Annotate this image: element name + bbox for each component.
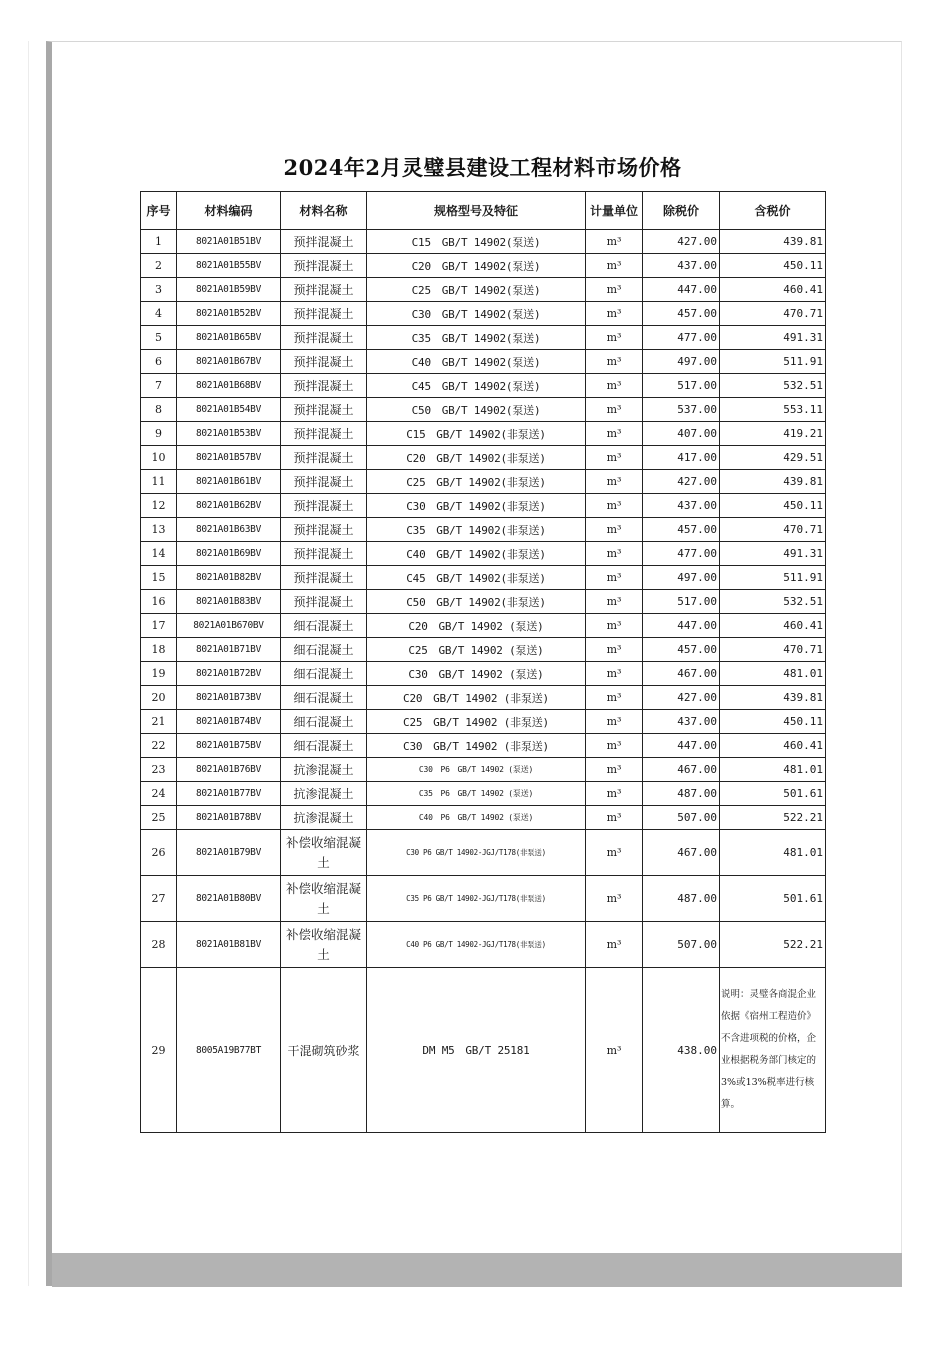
spec-model: C20 GB/T 14902(泵送) <box>367 254 586 278</box>
material-code: 8021A01B670BV <box>177 614 281 638</box>
material-code: 8005A19B77BT <box>177 968 281 1133</box>
price-in-tax: 481.01 <box>720 758 826 782</box>
price-ex-tax: 447.00 <box>643 734 720 758</box>
price-in-tax: 522.21 <box>720 922 826 968</box>
unit: m³ <box>586 662 643 686</box>
spec-model: C15 GB/T 14902(泵送) <box>367 230 586 254</box>
price-ex-tax: 427.00 <box>643 686 720 710</box>
price-in-tax: 511.91 <box>720 566 826 590</box>
material-name: 补偿收缩混凝土 <box>281 922 367 968</box>
unit: m³ <box>586 518 643 542</box>
unit: m³ <box>586 230 643 254</box>
row-no: 3 <box>141 278 177 302</box>
spec-model: C45 GB/T 14902(非泵送) <box>367 566 586 590</box>
col-header-unit: 计量单位 <box>586 192 643 230</box>
material-name: 细石混凝土 <box>281 734 367 758</box>
price-ex-tax: 477.00 <box>643 542 720 566</box>
material-code: 8021A01B78BV <box>177 806 281 830</box>
table-header-row <box>141 192 826 230</box>
unit: m³ <box>586 638 643 662</box>
table-row <box>141 542 826 566</box>
unit: m³ <box>586 326 643 350</box>
material-name: 干混砌筑砂浆 <box>281 968 367 1133</box>
row-no: 18 <box>141 638 177 662</box>
price-ex-tax: 467.00 <box>643 662 720 686</box>
unit: m³ <box>586 470 643 494</box>
spec-model: C40 GB/T 14902(非泵送) <box>367 542 586 566</box>
price-in-tax: 460.41 <box>720 734 826 758</box>
row-no: 26 <box>141 830 177 876</box>
material-code: 8021A01B75BV <box>177 734 281 758</box>
price-in-tax: 450.11 <box>720 710 826 734</box>
price-ex-tax: 407.00 <box>643 422 720 446</box>
table-row <box>141 662 826 686</box>
material-code: 8021A01B59BV <box>177 278 281 302</box>
row-no: 23 <box>141 758 177 782</box>
unit: m³ <box>586 590 643 614</box>
spec-model: C30 GB/T 14902(非泵送) <box>367 494 586 518</box>
price-ex-tax: 437.00 <box>643 254 720 278</box>
spec-model: C30 GB/T 14902 (泵送) <box>367 662 586 686</box>
table-row <box>141 350 826 374</box>
price-in-tax: 491.31 <box>720 326 826 350</box>
price-in-tax: 501.61 <box>720 876 826 922</box>
price-in-tax: 439.81 <box>720 686 826 710</box>
table-row <box>141 734 826 758</box>
col-header-price-ex-tax: 除税价 <box>643 192 720 230</box>
spec-model: C35 GB/T 14902(非泵送) <box>367 518 586 542</box>
material-code: 8021A01B62BV <box>177 494 281 518</box>
unit: m³ <box>586 968 643 1133</box>
material-code: 8021A01B65BV <box>177 326 281 350</box>
spec-model: C35 GB/T 14902(泵送) <box>367 326 586 350</box>
unit: m³ <box>586 422 643 446</box>
price-ex-tax: 417.00 <box>643 446 720 470</box>
material-code: 8021A01B83BV <box>177 590 281 614</box>
price-in-tax: 501.61 <box>720 782 826 806</box>
unit: m³ <box>586 734 643 758</box>
price-ex-tax: 447.00 <box>643 278 720 302</box>
material-code: 8021A01B71BV <box>177 638 281 662</box>
table-row <box>141 302 826 326</box>
row-no: 7 <box>141 374 177 398</box>
material-name: 预拌混凝土 <box>281 494 367 518</box>
price-ex-tax: 457.00 <box>643 302 720 326</box>
price-ex-tax: 517.00 <box>643 590 720 614</box>
col-header-no: 序号 <box>141 192 177 230</box>
spec-model: C25 GB/T 14902 (泵送) <box>367 638 586 662</box>
unit: m³ <box>586 494 643 518</box>
row-no: 16 <box>141 590 177 614</box>
page-shadow-edge <box>28 41 29 1286</box>
table-row <box>141 710 826 734</box>
row-no: 19 <box>141 662 177 686</box>
unit: m³ <box>586 278 643 302</box>
spec-model: C30 P6 GB/T 14902 (泵送) <box>367 758 586 782</box>
table-row <box>141 326 826 350</box>
material-name: 抗渗混凝土 <box>281 782 367 806</box>
page-title: 2024年2月灵璧县建设工程材料市场价格 <box>283 155 682 180</box>
price-in-tax: 532.51 <box>720 374 826 398</box>
material-code: 8021A01B80BV <box>177 876 281 922</box>
unit: m³ <box>586 830 643 876</box>
price-in-tax: 522.21 <box>720 806 826 830</box>
spec-model: C40 P6 GB/T 14902 (泵送) <box>367 806 586 830</box>
price-in-tax: 419.21 <box>720 422 826 446</box>
spec-model: C20 GB/T 14902 (泵送) <box>367 614 586 638</box>
spec-model: C40 P6 GB/T 14902-JGJ/T178(非泵送) <box>367 922 586 968</box>
table-row <box>141 922 826 968</box>
spec-model: C20 GB/T 14902(非泵送) <box>367 446 586 470</box>
spec-model: C30 P6 GB/T 14902-JGJ/T178(非泵送) <box>367 830 586 876</box>
material-name: 预拌混凝土 <box>281 374 367 398</box>
table-row <box>141 230 826 254</box>
spec-model: C15 GB/T 14902(非泵送) <box>367 422 586 446</box>
material-name: 细石混凝土 <box>281 614 367 638</box>
material-name: 预拌混凝土 <box>281 302 367 326</box>
price-in-tax: 429.51 <box>720 446 826 470</box>
unit: m³ <box>586 758 643 782</box>
material-name: 预拌混凝土 <box>281 566 367 590</box>
price-ex-tax: 537.00 <box>643 398 720 422</box>
spec-model: C25 GB/T 14902 (非泵送) <box>367 710 586 734</box>
unit: m³ <box>586 446 643 470</box>
table-body <box>141 230 826 1133</box>
table-row <box>141 830 826 876</box>
material-name: 补偿收缩混凝土 <box>281 876 367 922</box>
col-header-name: 材料名称 <box>281 192 367 230</box>
row-no: 17 <box>141 614 177 638</box>
table-row <box>141 470 826 494</box>
tax-note: 说明：灵璧各商混企业依据《宿州工程造价》不含进项税的价格，企业根据税务部门核定的3%或13%税率进行核算。 <box>720 968 826 1133</box>
price-ex-tax: 477.00 <box>643 326 720 350</box>
material-name: 预拌混凝土 <box>281 326 367 350</box>
material-name: 预拌混凝土 <box>281 278 367 302</box>
row-no: 9 <box>141 422 177 446</box>
material-name: 补偿收缩混凝土 <box>281 830 367 876</box>
material-name: 预拌混凝土 <box>281 518 367 542</box>
material-code: 8021A01B52BV <box>177 302 281 326</box>
price-in-tax: 450.11 <box>720 254 826 278</box>
material-code: 8021A01B53BV <box>177 422 281 446</box>
material-code: 8021A01B55BV <box>177 254 281 278</box>
price-in-tax: 470.71 <box>720 518 826 542</box>
price-ex-tax: 447.00 <box>643 614 720 638</box>
spec-model: C20 GB/T 14902 (非泵送) <box>367 686 586 710</box>
material-name: 预拌混凝土 <box>281 446 367 470</box>
price-in-tax: 511.91 <box>720 350 826 374</box>
price-ex-tax: 517.00 <box>643 374 720 398</box>
price-ex-tax: 507.00 <box>643 922 720 968</box>
spec-model: C35 P6 GB/T 14902 (泵送) <box>367 782 586 806</box>
material-name: 预拌混凝土 <box>281 590 367 614</box>
col-header-spec: 规格型号及特征 <box>367 192 586 230</box>
material-name: 预拌混凝土 <box>281 254 367 278</box>
unit: m³ <box>586 566 643 590</box>
material-code: 8021A01B81BV <box>177 922 281 968</box>
price-in-tax: 439.81 <box>720 470 826 494</box>
row-no: 8 <box>141 398 177 422</box>
unit: m³ <box>586 254 643 278</box>
row-no: 21 <box>141 710 177 734</box>
row-no: 11 <box>141 470 177 494</box>
page-bottom-band <box>52 1253 902 1287</box>
table-row <box>141 446 826 470</box>
material-name: 细石混凝土 <box>281 686 367 710</box>
material-code: 8021A01B73BV <box>177 686 281 710</box>
material-code: 8021A01B79BV <box>177 830 281 876</box>
row-no: 20 <box>141 686 177 710</box>
price-ex-tax: 438.00 <box>643 968 720 1133</box>
row-no: 29 <box>141 968 177 1133</box>
row-no: 25 <box>141 806 177 830</box>
price-table <box>140 191 826 1133</box>
spec-model: C25 GB/T 14902(非泵送) <box>367 470 586 494</box>
row-no: 22 <box>141 734 177 758</box>
table-row <box>141 254 826 278</box>
row-no: 13 <box>141 518 177 542</box>
row-no: 6 <box>141 350 177 374</box>
row-no: 24 <box>141 782 177 806</box>
table-row <box>141 398 826 422</box>
unit: m³ <box>586 398 643 422</box>
material-name: 细石混凝土 <box>281 638 367 662</box>
price-in-tax: 470.71 <box>720 302 826 326</box>
material-code: 8021A01B69BV <box>177 542 281 566</box>
row-no: 15 <box>141 566 177 590</box>
price-ex-tax: 427.00 <box>643 230 720 254</box>
material-code: 8021A01B76BV <box>177 758 281 782</box>
price-in-tax: 439.81 <box>720 230 826 254</box>
price-in-tax: 470.71 <box>720 638 826 662</box>
row-no: 1 <box>141 230 177 254</box>
table-row <box>141 806 826 830</box>
material-name: 预拌混凝土 <box>281 542 367 566</box>
price-ex-tax: 487.00 <box>643 782 720 806</box>
material-name: 预拌混凝土 <box>281 230 367 254</box>
price-ex-tax: 467.00 <box>643 758 720 782</box>
unit: m³ <box>586 542 643 566</box>
spec-model: C45 GB/T 14902(泵送) <box>367 374 586 398</box>
spec-model: C50 GB/T 14902(泵送) <box>367 398 586 422</box>
material-code: 8021A01B68BV <box>177 374 281 398</box>
price-in-tax: 460.41 <box>720 614 826 638</box>
material-name: 预拌混凝土 <box>281 422 367 446</box>
spec-model: DM M5 GB/T 25181 <box>367 968 586 1133</box>
material-code: 8021A01B57BV <box>177 446 281 470</box>
material-code: 8021A01B51BV <box>177 230 281 254</box>
table-row <box>141 374 826 398</box>
material-code: 8021A01B82BV <box>177 566 281 590</box>
row-no: 2 <box>141 254 177 278</box>
spec-model: C50 GB/T 14902(非泵送) <box>367 590 586 614</box>
table-row <box>141 876 826 922</box>
material-name: 细石混凝土 <box>281 662 367 686</box>
table-row <box>141 782 826 806</box>
material-name: 预拌混凝土 <box>281 350 367 374</box>
price-ex-tax: 487.00 <box>643 876 720 922</box>
table-row <box>141 968 826 1133</box>
price-in-tax: 450.11 <box>720 494 826 518</box>
price-ex-tax: 507.00 <box>643 806 720 830</box>
material-code: 8021A01B54BV <box>177 398 281 422</box>
table-row <box>141 494 826 518</box>
material-name: 预拌混凝土 <box>281 470 367 494</box>
price-ex-tax: 497.00 <box>643 350 720 374</box>
row-no: 28 <box>141 922 177 968</box>
unit: m³ <box>586 302 643 326</box>
table-row <box>141 638 826 662</box>
price-in-tax: 460.41 <box>720 278 826 302</box>
table-row <box>141 278 826 302</box>
material-code: 8021A01B72BV <box>177 662 281 686</box>
material-name: 抗渗混凝土 <box>281 758 367 782</box>
price-in-tax: 491.31 <box>720 542 826 566</box>
unit: m³ <box>586 350 643 374</box>
price-ex-tax: 497.00 <box>643 566 720 590</box>
row-no: 12 <box>141 494 177 518</box>
table-row <box>141 614 826 638</box>
price-ex-tax: 467.00 <box>643 830 720 876</box>
price-in-tax: 481.01 <box>720 662 826 686</box>
material-name: 细石混凝土 <box>281 710 367 734</box>
unit: m³ <box>586 876 643 922</box>
price-ex-tax: 427.00 <box>643 470 720 494</box>
price-in-tax: 481.01 <box>720 830 826 876</box>
spec-model: C35 P6 GB/T 14902-JGJ/T178(非泵送) <box>367 876 586 922</box>
price-ex-tax: 457.00 <box>643 638 720 662</box>
material-code: 8021A01B67BV <box>177 350 281 374</box>
row-no: 27 <box>141 876 177 922</box>
unit: m³ <box>586 922 643 968</box>
spec-model: C30 GB/T 14902 (非泵送) <box>367 734 586 758</box>
table-row <box>141 518 826 542</box>
table-row <box>141 422 826 446</box>
price-ex-tax: 457.00 <box>643 518 720 542</box>
col-header-code: 材料编码 <box>177 192 281 230</box>
price-in-tax: 553.11 <box>720 398 826 422</box>
col-header-price-in-tax: 含税价 <box>720 192 826 230</box>
unit: m³ <box>586 374 643 398</box>
unit: m³ <box>586 686 643 710</box>
unit: m³ <box>586 614 643 638</box>
material-code: 8021A01B77BV <box>177 782 281 806</box>
unit: m³ <box>586 710 643 734</box>
row-no: 10 <box>141 446 177 470</box>
unit: m³ <box>586 782 643 806</box>
table-row <box>141 566 826 590</box>
table-row <box>141 686 826 710</box>
spec-model: C40 GB/T 14902(泵送) <box>367 350 586 374</box>
material-name: 预拌混凝土 <box>281 398 367 422</box>
material-code: 8021A01B61BV <box>177 470 281 494</box>
row-no: 5 <box>141 326 177 350</box>
material-code: 8021A01B74BV <box>177 710 281 734</box>
row-no: 4 <box>141 302 177 326</box>
price-ex-tax: 437.00 <box>643 494 720 518</box>
row-no: 14 <box>141 542 177 566</box>
price-in-tax: 532.51 <box>720 590 826 614</box>
spec-model: C25 GB/T 14902(泵送) <box>367 278 586 302</box>
unit: m³ <box>586 806 643 830</box>
price-ex-tax: 437.00 <box>643 710 720 734</box>
material-name: 抗渗混凝土 <box>281 806 367 830</box>
table-row <box>141 590 826 614</box>
table-row <box>141 758 826 782</box>
material-code: 8021A01B63BV <box>177 518 281 542</box>
spec-model: C30 GB/T 14902(泵送) <box>367 302 586 326</box>
